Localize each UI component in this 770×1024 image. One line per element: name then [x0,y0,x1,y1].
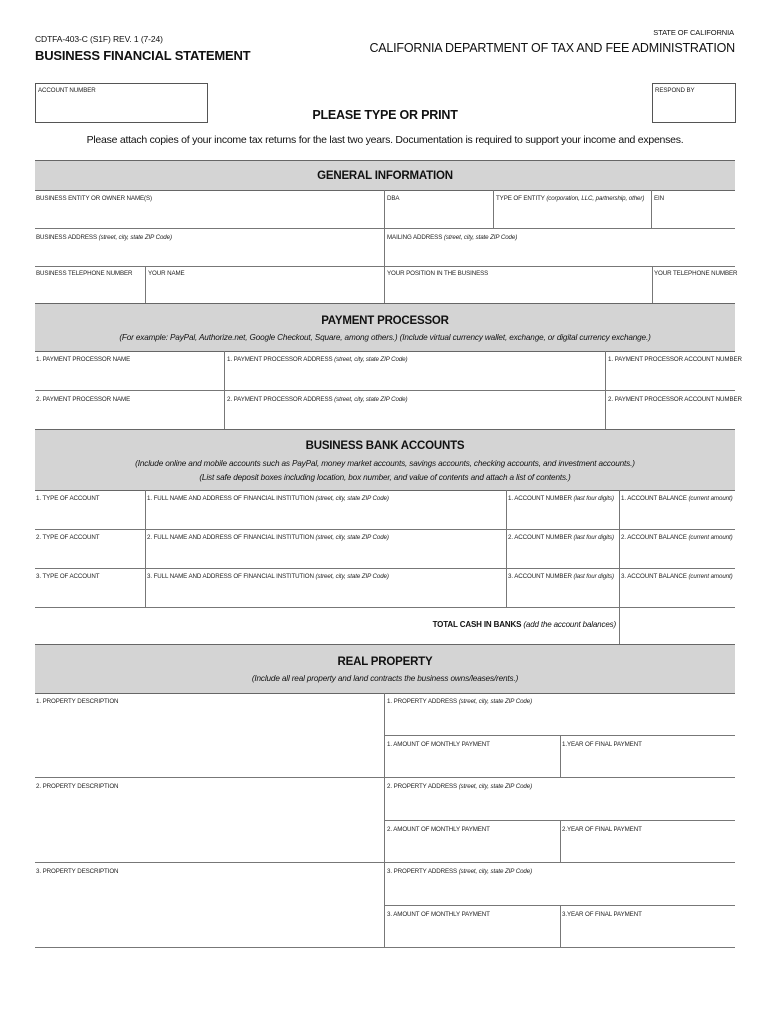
payment-processor-account-label: 2. PAYMENT PROCESSOR ACCOUNT NUMBER [608,396,742,403]
general-row-1 [35,190,735,228]
account-type-label: 3. TYPE OF ACCOUNT [36,573,100,580]
account-number-label: 3. ACCOUNT NUMBER (last four digits) [508,573,614,580]
institution-1[interactable] [146,490,506,529]
business-phone-field[interactable] [35,267,145,303]
monthly-payment-1[interactable] [385,736,560,777]
institution-3[interactable] [146,569,506,607]
payment-processor-address-label: 1. PAYMENT PROCESSOR ADDRESS (street, city, state ZIP Code) [227,356,408,363]
property-description-label: 2. PROPERTY DESCRIPTION [36,783,119,790]
final-payment-year-1[interactable] [561,736,735,777]
institution-label: 3. FULL NAME AND ADDRESS OF FINANCIAL INSTITUTION (street, city, state ZIP Code) [147,573,389,580]
property-description-label: 3. PROPERTY DESCRIPTION [36,868,119,875]
business-address-field[interactable] [35,229,384,266]
account-type-label: 1. TYPE OF ACCOUNT [36,495,100,502]
account-number-2[interactable] [507,530,619,568]
final-payment-year-label: 3.YEAR OF FINAL PAYMENT [562,911,642,918]
monthly-payment-3[interactable] [385,906,560,947]
state-label: STATE OF CALIFORNIA [653,28,734,37]
bank-accounts-title: BUSINESS BANK ACCOUNTS [305,440,465,452]
final-payment-year-label: 2.YEAR OF FINAL PAYMENT [562,826,642,833]
form-code: CDTFA-403-C (S1F) REV. 1 (7-24) [35,34,163,44]
account-number-label: 2. ACCOUNT NUMBER (last four digits) [508,534,614,541]
final-payment-year-3[interactable] [561,906,735,947]
payment-row-1 [35,351,742,390]
agency-name: CALIFORNIA DEPARTMENT OF TAX AND FEE ADMINISTRATION [369,41,735,55]
account-type-1[interactable] [35,490,145,529]
dba-field[interactable] [385,190,493,228]
bank-accounts-subtitle-2: (List safe deposit boxes including location, box number, and value of contents and attach a list of contents.) [199,473,571,482]
form-title: BUSINESS FINANCIAL STATEMENT [35,48,251,63]
payment-processor-name-label: 1. PAYMENT PROCESSOR NAME [36,356,131,363]
bank-row-1 [35,490,735,529]
owner-names-field[interactable] [35,190,384,228]
account-balance-label: 3. ACCOUNT BALANCE (current amount) [621,573,733,580]
ein-field[interactable] [652,190,735,228]
account-number-label: 1. ACCOUNT NUMBER (last four digits) [508,495,614,502]
business-address-label: BUSINESS ADDRESS (street, city, state ZIP Code) [36,234,172,241]
property-block-3 [35,863,735,947]
payment-processor-account-2[interactable] [606,391,742,429]
property-address-label: 2. PROPERTY ADDRESS (street, city, state ZIP Code) [387,783,533,790]
property-address-3[interactable] [385,863,735,905]
bank-row-2 [35,530,735,568]
account-type-2[interactable] [35,530,145,568]
property-description-label: 1. PROPERTY DESCRIPTION [36,698,119,705]
your-phone-label: YOUR TELEPHONE NUMBER [654,270,738,277]
payment-processor-address-1[interactable] [225,351,605,390]
account-balance-2[interactable] [620,530,735,568]
account-type-label: 2. TYPE OF ACCOUNT [36,534,100,541]
payment-processor-account-1[interactable] [606,351,742,390]
property-address-1[interactable] [385,693,735,735]
final-payment-year-label: 1.YEAR OF FINAL PAYMENT [562,741,642,748]
payment-processor-address-label: 2. PAYMENT PROCESSOR ADDRESS (street, city, state ZIP Code) [227,396,408,403]
monthly-payment-label: 1. AMOUNT OF MONTHLY PAYMENT [387,741,490,748]
total-cash-label-cell [35,608,618,644]
general-row-2 [35,229,735,266]
property-description-3[interactable] [35,863,384,947]
account-number-3[interactable] [507,569,619,607]
real-property-title: REAL PROPERTY [337,656,433,668]
mailing-address-field[interactable] [385,229,735,266]
payment-processor-name-label: 2. PAYMENT PROCESSOR NAME [36,396,131,403]
owner-names-label: BUSINESS ENTITY OR OWNER NAME(S) [36,195,152,202]
property-address-label: 3. PROPERTY ADDRESS (street, city, state ZIP Code) [387,868,533,875]
business-phone-label: BUSINESS TELEPHONE NUMBER [36,270,133,277]
bank-accounts-subtitle-1: (Include online and mobile accounts such as PayPal, money market accounts, savings accounts, checking accounts, and investment accounts.) [135,459,635,468]
your-position-label: YOUR POSITION IN THE BUSINESS [387,270,489,277]
institution-label: 2. FULL NAME AND ADDRESS OF FINANCIAL INSTITUTION (street, city, state ZIP Code) [147,534,389,541]
ein-label: EIN [654,195,665,202]
real-property-band [35,644,735,694]
payment-processor-name-1[interactable] [35,351,224,390]
your-name-label: YOUR NAME [148,270,185,277]
institution-label: 1. FULL NAME AND ADDRESS OF FINANCIAL INSTITUTION (street, city, state ZIP Code) [147,495,389,502]
real-property-subtitle: (Include all real property and land contracts the business owns/leases/rents.) [251,674,519,683]
general-information-title: GENERAL INFORMATION [317,170,453,182]
your-name-field[interactable] [146,267,384,303]
total-cash-field[interactable] [620,608,735,644]
payment-processor-band [35,303,735,352]
total-cash-label: TOTAL CASH IN BANKS (add the account balances) [432,620,616,629]
monthly-payment-2[interactable] [385,821,560,862]
dba-label: DBA [387,195,400,202]
property-description-2[interactable] [35,778,384,862]
bank-accounts-band [35,429,735,491]
account-type-3[interactable] [35,569,145,607]
general-row-3 [35,267,738,303]
property-description-1[interactable] [35,693,384,777]
account-balance-label: 1. ACCOUNT BALANCE (current amount) [621,495,733,502]
account-balance-1[interactable] [620,490,735,529]
payment-processor-account-label: 1. PAYMENT PROCESSOR ACCOUNT NUMBER [608,356,742,363]
payment-processor-address-2[interactable] [225,391,605,429]
entity-type-field[interactable] [494,190,651,228]
payment-processor-title: PAYMENT PROCESSOR [321,315,449,327]
your-position-field[interactable] [385,267,652,303]
payment-row-2 [35,391,742,429]
instructions-text: Please attach copies of your income tax returns for the last two years. Documentation is required to support your income and expenses. [86,134,684,146]
property-block-1 [35,693,735,777]
general-information-band [35,160,735,191]
property-address-2[interactable] [385,778,735,820]
account-number-1[interactable] [507,490,619,529]
account-balance-label: 2. ACCOUNT BALANCE (current amount) [621,534,733,541]
property-block-2 [35,778,735,862]
monthly-payment-label: 3. AMOUNT OF MONTHLY PAYMENT [387,911,490,918]
your-phone-field[interactable] [653,267,738,303]
final-payment-year-2[interactable] [561,821,735,862]
bank-row-3 [35,569,735,607]
account-balance-3[interactable] [620,569,735,607]
entity-type-label: TYPE OF ENTITY (corporation, LLC, partnership, other) [496,195,645,202]
account-number-label: ACCOUNT NUMBER [38,87,96,94]
property-address-label: 1. PROPERTY ADDRESS (street, city, state ZIP Code) [387,698,533,705]
respond-by-label: RESPOND BY [655,87,695,94]
monthly-payment-label: 2. AMOUNT OF MONTHLY PAYMENT [387,826,490,833]
payment-processor-subtitle: (For example: PayPal, Authorize.net, Google Checkout, Square, among others.) (Include virtual currency wallet, exchange, or digital currency exchange.) [119,333,651,342]
please-type-heading: PLEASE TYPE OR PRINT [312,108,458,122]
institution-2[interactable] [146,530,506,568]
payment-processor-name-2[interactable] [35,391,224,429]
mailing-address-label: MAILING ADDRESS (street, city, state ZIP Code) [387,234,518,241]
